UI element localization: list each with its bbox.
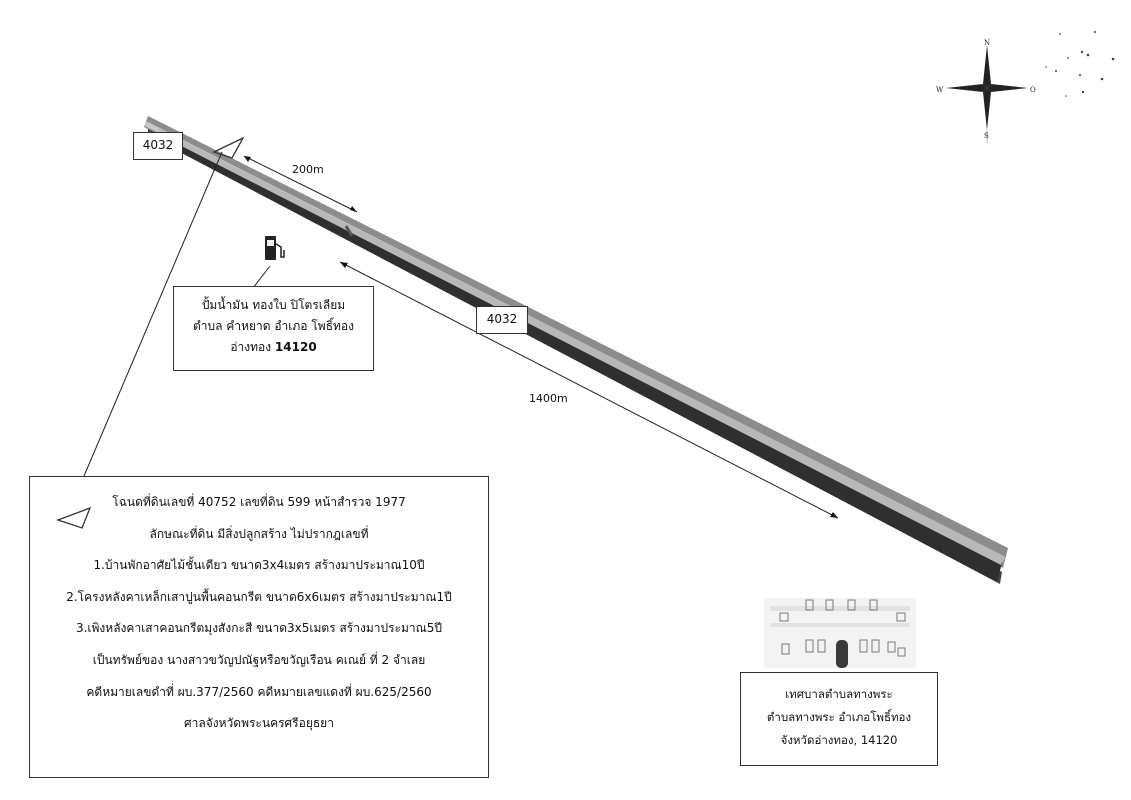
gas-station-address: ตำบล คำหยาด อำเภอ โพธิ์ทอง bbox=[192, 319, 354, 333]
deed-building-3: 3.เพิงหลังคาเสาคอนกรีตมุงสังกะสี ขนาด3x5เมตร สร้างมาประมาณ5ปี bbox=[75, 621, 443, 636]
gas-pointer-line bbox=[253, 266, 270, 288]
gas-station-province-name: อ่างทอง bbox=[230, 340, 272, 354]
compass-north: N bbox=[984, 39, 991, 47]
road-label-4032-middle: 4032 bbox=[476, 306, 528, 334]
compass-rose bbox=[936, 39, 1036, 143]
deed-court: ศาลจังหวัดพระนครศรีอยุธยา bbox=[184, 716, 334, 731]
deed-land-type: ลักษณะที่ดิน มีสิ่งปลูกสร้าง ไม่ปรากฎเลขที่ bbox=[149, 526, 369, 541]
fuel-pump-icon bbox=[265, 236, 284, 260]
municipal-office-info-box bbox=[740, 672, 938, 766]
municipal-office-province: จังหวัดอ่างทอง, 14120 bbox=[780, 733, 898, 747]
deed-building-1: 1.บ้านพักอาศัยไม้ชั้นเดียว ขนาด3x4เมตร สร้างมาประมาณ10ปี bbox=[93, 558, 425, 573]
deed-title: โฉนดที่ดินเลขที่ 40752 เลขที่ดิน 599 หน้าสำรวจ 1977 bbox=[112, 495, 406, 509]
gas-station-province bbox=[174, 337, 373, 358]
legend-triangle-icon bbox=[54, 506, 94, 532]
distance-label-200m: 200m bbox=[292, 163, 324, 176]
gas-station-info-box bbox=[173, 286, 374, 371]
deed-building-2: 2.โครงหลังคาเหล็กเสาปูนพื้นคอนกรีต ขนาด6x6เมตร สร้างมาประมาณ1ปี bbox=[66, 589, 452, 604]
deed-owner: เป็นทรัพย์ของ นางสาวขวัญปณัฐหรือขวัญเรือน คเณย์ ที่ 2 จำเลย bbox=[92, 652, 426, 667]
deed-case-numbers: คดีหมายเลขดำที่ ผบ.377/2560 คดีหมายเลขแดงที่ ผบ.625/2560 bbox=[86, 684, 432, 699]
deed-info-box bbox=[29, 476, 489, 778]
municipal-office-name: เทศบาลตำบลทางพระ bbox=[785, 687, 893, 701]
building-icon bbox=[764, 598, 916, 668]
road-label-4032-left: 4032 bbox=[133, 132, 183, 160]
gas-station-zip: 14120 bbox=[274, 340, 317, 354]
decorative-dots bbox=[1045, 31, 1114, 97]
compass-east: O bbox=[1030, 86, 1036, 94]
distance-label-1400m: 1400m bbox=[529, 392, 568, 405]
gas-station-name: ปั้มน้ำมัน ทองใบ ปิโตรเลียม bbox=[201, 298, 346, 312]
compass-south: S bbox=[984, 132, 989, 140]
compass-west: W bbox=[936, 86, 944, 94]
municipal-office-address: ตำบลทางพระ อำเภอโพธิ์ทอง bbox=[766, 710, 912, 724]
